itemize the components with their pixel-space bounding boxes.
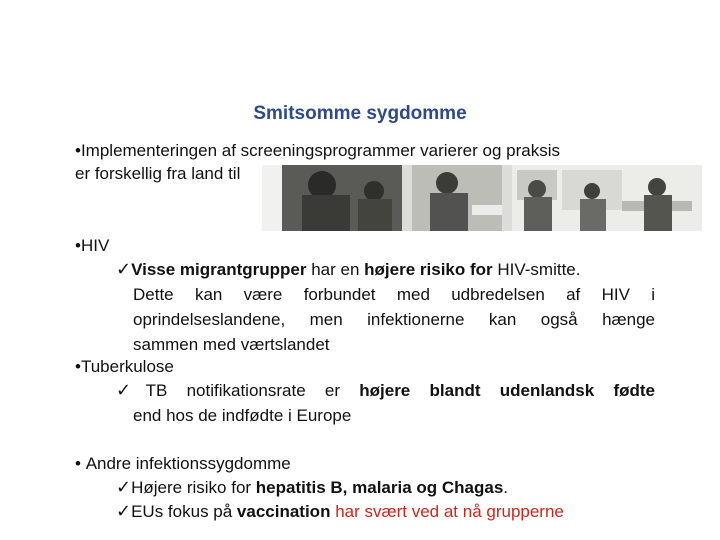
bullet-implementering [75,140,560,162]
andre-check-2 [116,501,564,523]
bullet-andre [75,453,291,475]
bullet-dot-icon: • [75,357,81,376]
hiv-check-1 [116,259,581,281]
andre-check-1 [116,477,508,499]
tb-check-1-part-a: TB notifikationsrate er [145,381,360,400]
bullet-text: Implementeringen af screeningsprogrammer varierer og praksis [80,141,560,160]
checkmark-icon: ✓ [116,259,132,280]
checkmark-icon: ✓ [116,477,132,498]
bullet-text: Tuberkulose [80,357,174,376]
andre-check-2-part-c: har svært ved at nå grupperne [330,502,564,521]
andre-check-1-part-a: Højere risiko for [131,478,256,497]
bullet-text: Andre infektionssygdomme [85,454,291,473]
tb-check-1-part-b: højere blandt udenlandsk fødte [359,381,655,400]
hiv-line-3: oprindelseslandene, men infektionerne kan også hænge [133,310,655,329]
andre-check-1-part-b: hepatitis B, malaria og Chagas [255,478,504,497]
hiv-line-4: sammen med værtslandet [133,335,330,354]
hiv-check-1-part-b: har en [306,260,365,279]
slide-title: Smitsomme sygdomme [253,103,467,124]
checkmark-icon: ✓ [116,380,146,401]
tb-line-2: end hos de indfødte i Europe [133,406,352,425]
bullet-hiv [75,235,109,257]
hiv-check-1-part-a: Visse migrantgrupper [131,260,307,279]
checkmark-icon: ✓ [116,501,132,522]
hiv-check-1-part-d: HIV-smitte. [492,260,581,279]
classroom-photo [262,165,702,231]
andre-check-2-part-b: vaccination [236,502,331,521]
bullet-tuberkulose [75,356,174,378]
andre-check-2-part-a: EUs fokus på [131,502,237,521]
hiv-check-1-part-c: højere risiko for [364,260,493,279]
bullet-text: HIV [80,236,110,255]
tb-check-1 [116,380,655,402]
bullet-dot-icon: • [75,141,81,160]
bullet-dot-icon: • [75,454,81,473]
hiv-line-2: Dette kan være forbundet med udbredelsen af HIV i [133,285,655,304]
classroom-photo-illustration [262,165,702,231]
andre-check-1-part-c: . [503,478,509,497]
bullet-implementering-line2: er forskellig fra land til [75,163,246,185]
bullet-dot-icon: • [75,236,81,255]
